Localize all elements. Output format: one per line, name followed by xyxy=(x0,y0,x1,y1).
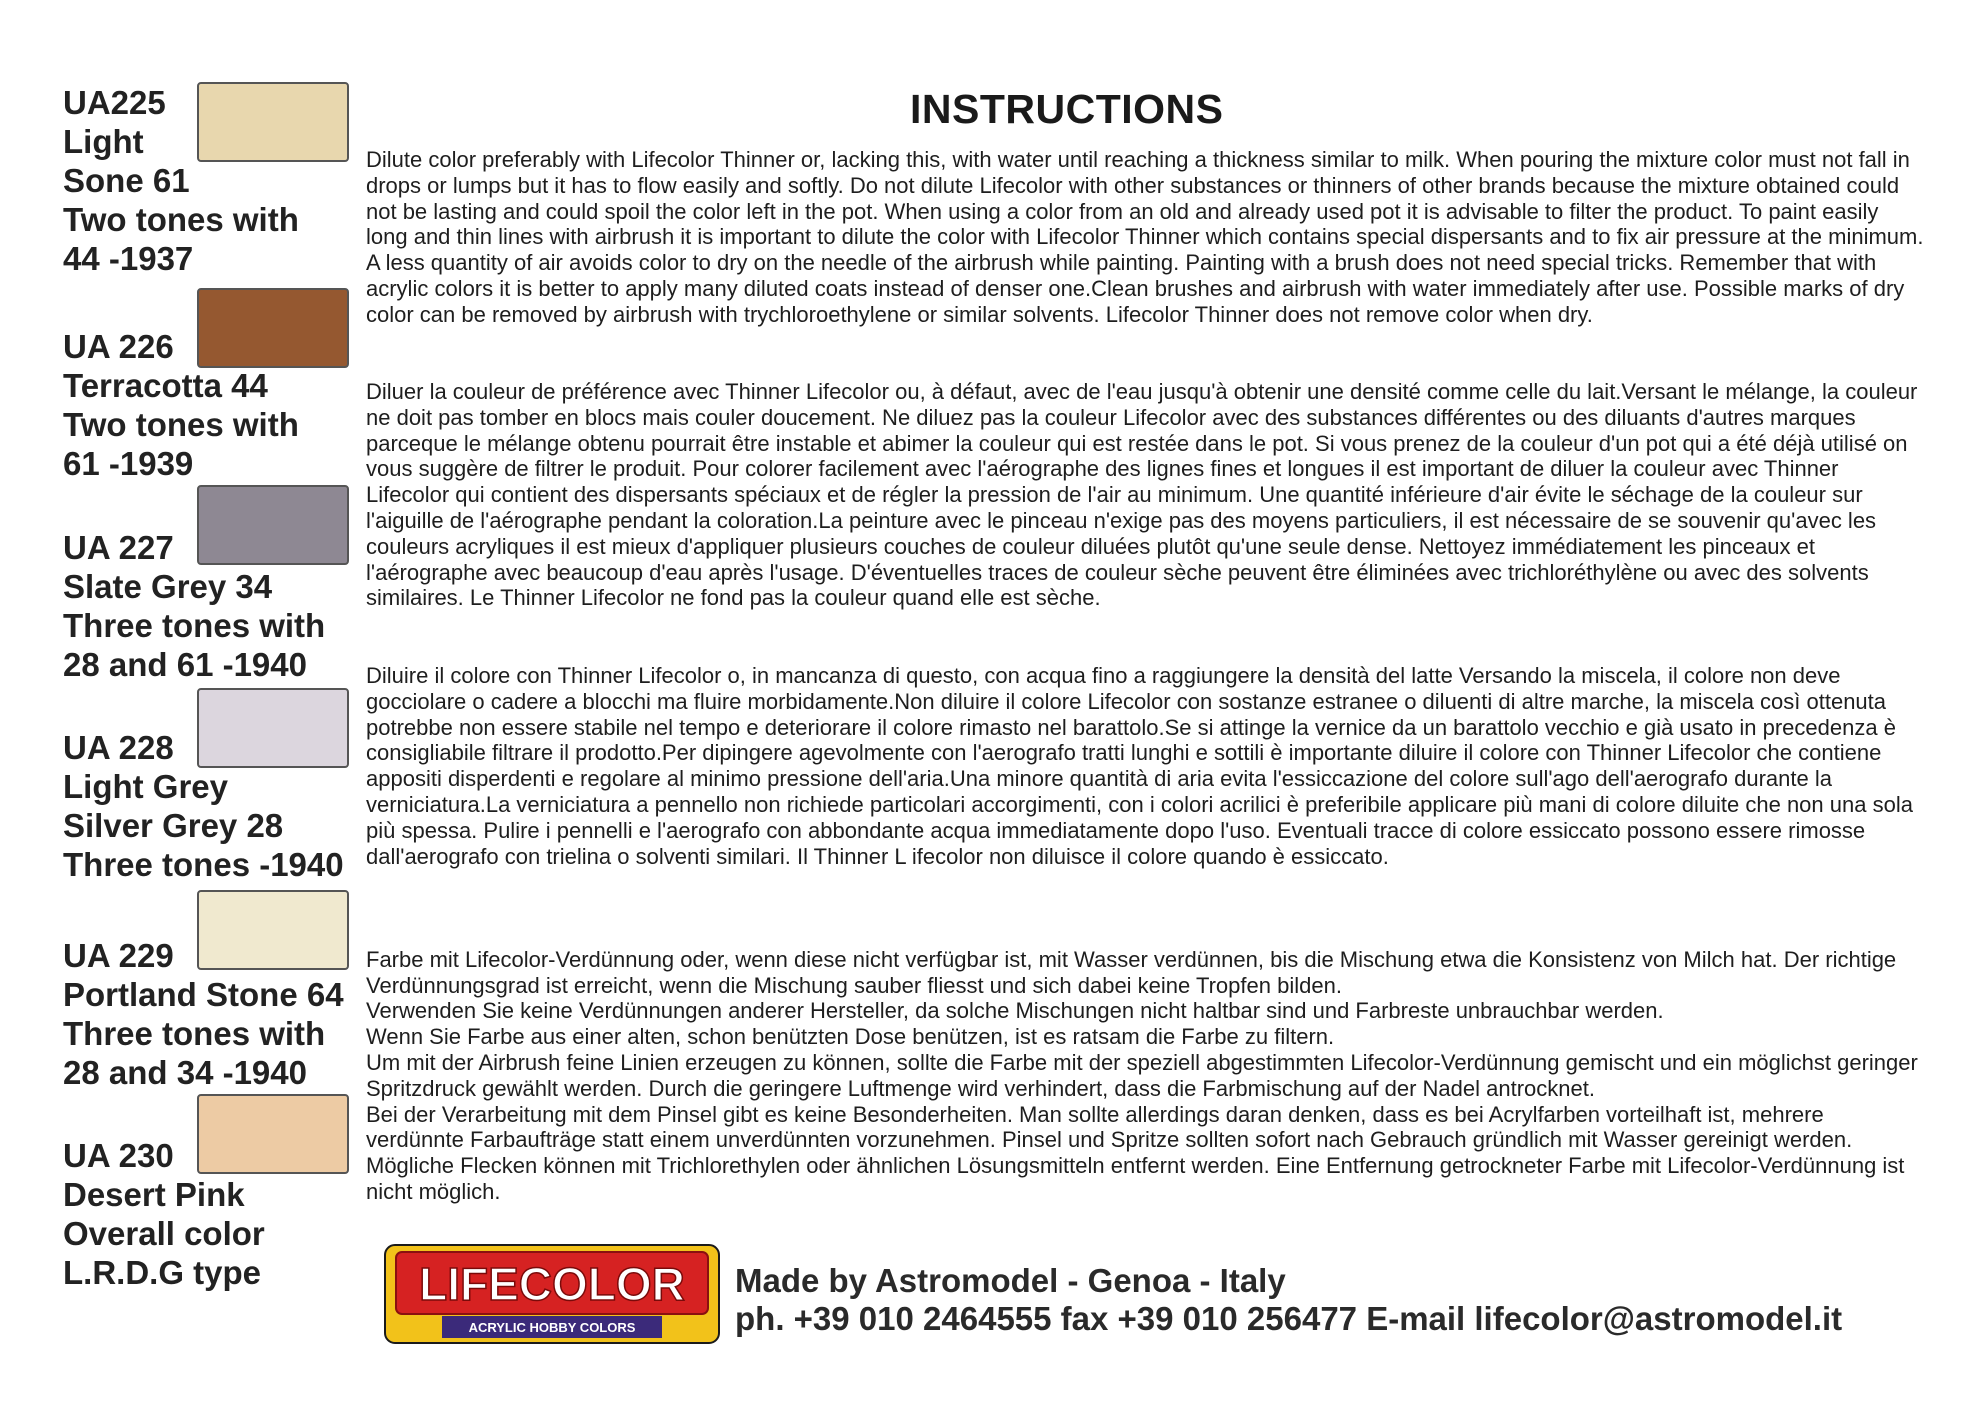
color-label xyxy=(63,728,344,884)
color-code: UA225 xyxy=(63,84,166,121)
footer-made-by: Made by Astromodel - Genoa - Italy xyxy=(735,1262,1286,1299)
instructions-italian xyxy=(366,663,1926,869)
color-desc-line: Three tones with xyxy=(63,607,326,644)
color-desc-line: Three tones -1940 xyxy=(63,846,344,883)
color-desc-line: Portland Stone 64 xyxy=(63,976,344,1013)
color-desc-line: Two tones with xyxy=(63,201,299,238)
instructions-title: INSTRUCTIONS xyxy=(910,86,1224,132)
color-desc-line: 28 and 34 -1940 xyxy=(63,1054,307,1091)
color-desc-line: L.R.D.G type xyxy=(63,1254,262,1291)
color-desc-line: Three tones with xyxy=(63,1015,326,1052)
color-desc-line: Slate Grey 34 xyxy=(63,568,273,605)
logo-brand-text: LIFECOLOR xyxy=(419,1258,685,1310)
paragraph-text: Farbe mit Lifecolor-Verdünnung oder, wenn diese nicht verfügbar ist, mit Wasser verdünnen, bis die Mischung etwa die Konsistenz von Milch hat. Der richtige Verdünnungsgrad ist erreicht, wenn die Mischung sauber fliesst und sich dabei keine Tropfen bilden. Verwenden Sie keine Verdünnungen anderer Hersteller, da solche Mischungen nicht haltbar sind und Farbreste unbrauchbar werden. Wenn Sie Farbe aus einer alten, schon benützten Dose benützen, ist es ratsam die Farbe zu filtern. Um mit der Airbrush feine Linien erzeugen zu können, sollte die Farbe mit der speziell abgestimmten Lifecolor-Verdünnung gemischt und ein möglichst geringer Spritzdruck gewählt werden. Durch die geringere Luftmenge wird verhindert, dass die Farbmischung auf der Nadel antrocknet. Bei der Verarbeitung mit dem Pinsel gibt es keine Besonderheiten. Man sollte allerdings daran denken, dass es bei Acrylfarben vorteilhaft ist, mehrere verdünnte Farbaufträge statt einem unverdünnten vorzunehmen. Pinsel und Spritze sollten sofort nach Gebrauch gründlich mit Wasser gereinigt werden. Mögliche Flecken können mit Trichlorethylen oder ähnlichen Lösungsmitteln entfernt werden. Eine Entfernung getrockneter Farbe mit Lifecolor-Verdünnung ist nicht möglich. xyxy=(366,946,1918,1204)
color-code: UA 229 xyxy=(63,937,174,974)
color-code: UA 227 xyxy=(63,529,174,566)
color-desc-line: Light Grey xyxy=(63,768,229,805)
paragraph-text: Diluire il colore con Thinner Lifecolor o, in mancanza di questo, con acqua fino a raggiungere la densità del latte Versando la miscela, il colore non deve gocciolare o cadere a blocchi ma fluire morbidamente.Non diluire il colore Lifecolor con sostanze estranee o diluenti di altre marche, la miscela così ottenuta potrebbe non essere stabile nel tempo e deteriorare il colore rimasto nel barattolo.Se si attinge la vernice da un barattolo vecchio e già usato in precedenza è consigliabile filtrare il prodotto.Per dipingere agevolmente con l'aerografo tratti lunghi e sottili è importante diluire il colore con Thinner Lifecolor che contiene appositi disperdenti e regolare al minimo pressione dell'aria.Una minore quantità di aria evita l'essiccazione del colore sull'ago dell'aerografo durante la verniciatura.La verniciatura a pennello non richiede particolari accorgimenti, con i colori acrilici è preferibile applicare più mani di colore diluite che non una sola più spessa. Pulire i pennelli e l'aerografo con abbondante acqua immediatamente dopo l'uso. Eventuali tracce di colore essiccato possono essere rimosse dall'aerografo con trielina o solventi similari. Il Thinner L ifecolor non diluisce il colore quando è essiccato. xyxy=(366,663,1913,869)
color-label xyxy=(63,83,299,278)
color-label xyxy=(63,528,325,684)
color-code: UA 230 xyxy=(63,1137,174,1174)
instructions-english xyxy=(366,147,1926,328)
color-label xyxy=(63,327,299,483)
color-desc-line: Overall color xyxy=(63,1215,265,1252)
color-desc-line: Silver Grey 28 xyxy=(63,807,284,844)
color-label xyxy=(63,936,344,1092)
color-desc-line: Sone 61 xyxy=(63,162,190,199)
paragraph-text: Dilute color preferably with Lifecolor Thinner or, lacking this, with water until reaching a thickness similar to milk. When pouring the mixture color must not fall in drops or lumps but it has to flow easily and softly. Do not dilute Lifecolor with other substances or thinners of other brands because the mixture obtained could not be lasting and could spoil the color left in the pot. When using a color from an old and already used pot it is advisable to filter the product. To paint easily long and thin lines with airbrush it is important to dilute the color with Lifecolor Thinner which contains special dispersants and to fix air pressure at the minimum. A less quantity of air avoids color to dry on the needle of the airbrush while painting. Painting with a brush does not need special tricks. Remember that with acrylic colors it is better to apply many diluted coats instead of denser one.Clean brushes and airbrush with water immediately after use. Possible marks of dry color can be removed by airbrush with trychloroethylene or similar solvents. Lifecolor Thinner does not remove color when dry. xyxy=(366,147,1924,327)
color-desc-line: 61 -1939 xyxy=(63,445,194,482)
color-desc-line: Terracotta 44 xyxy=(63,367,268,404)
instructions-french xyxy=(366,379,1926,611)
logo-tagline-text: ACRYLIC HOBBY COLORS xyxy=(468,1320,636,1335)
color-desc-line: 44 -1937 xyxy=(63,240,194,277)
color-desc-line: Two tones with xyxy=(63,406,299,443)
color-code: UA 226 xyxy=(63,328,174,365)
lifecolor-logo xyxy=(382,1242,722,1352)
footer-contact-line: ph. +39 010 2464555 fax +39 010 256477 E-mail lifecolor@astromodel.it xyxy=(735,1300,1843,1337)
paragraph-text: Diluer la couleur de préférence avec Thinner Lifecolor ou, à défaut, avec de l'eau jusqu'à obtenir une densité comme celle du lait.Versant le mélange, la couleur ne doit pas tomber en blocs mais couler doucement. Ne diluez pas la couleur Lifecolor avec des substances différentes ou des diluants d'autres marques parceque le mélange obtenu pourrait être instable et abimer la couleur qui est restée dans le pot. Si vous prenez de la couleur d'un pot qui a été déjà utilisé on vous suggère de filtrer le produit. Pour colorer facilement avec l'aérographe des lignes fines et longues il est important de diluer la couleur avec Thinner Lifecolor qui contient des dispersants spéciaux et de régler la pression de l'air au minimum. Une quantité inférieure d'air évite le séchage de la couleur sur l'aiguille de l'aérographe pendant la coloration.La peinture avec le pinceau n'exige pas des moyens particuliers, il est nécessaire de se souvenir qu'avec les couleurs acryliques il est mieux d'appliquer plusieurs couches de couleur diluées plutôt qu'une seule dense. Nettoyez immédiatement les pinceaux et l'aérographe avec beaucoup d'eau après l'usage. D'éventuelles traces de couleur sèche peuvent être éliminées avec trichloréthylène ou avec des solvents similaires. Le Thinner Lifecolor ne fond pas la couleur quand elle est sèche. xyxy=(366,379,1918,611)
color-label xyxy=(63,1136,265,1292)
color-code: UA 228 xyxy=(63,729,174,766)
color-desc-line: Light xyxy=(63,123,144,160)
color-desc-line: Desert Pink xyxy=(63,1176,245,1213)
color-desc-line: 28 and 61 -1940 xyxy=(63,646,307,683)
instructions-german xyxy=(366,921,1926,1205)
